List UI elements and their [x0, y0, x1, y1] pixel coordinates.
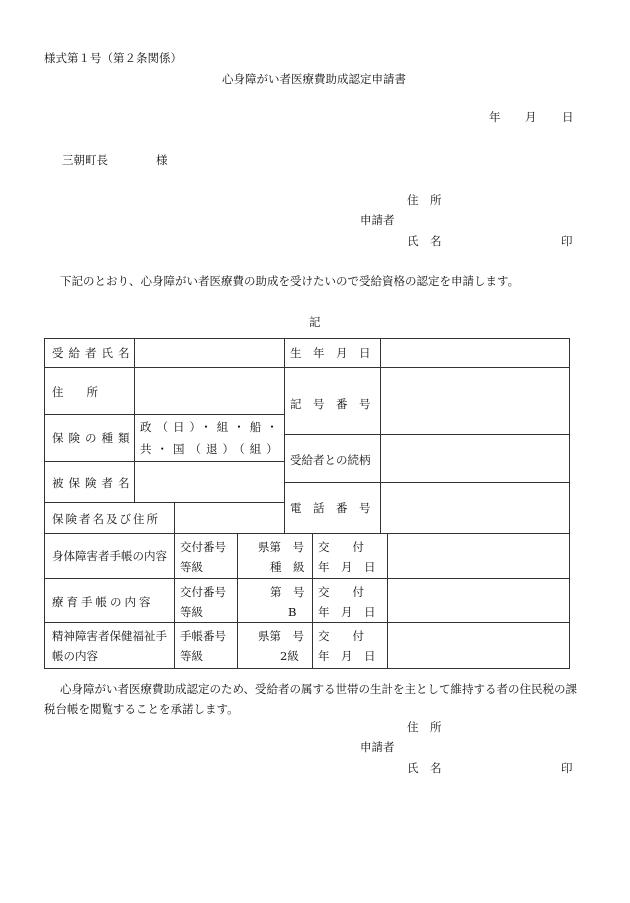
handbook-physical-grade-value: 種 級 [270, 560, 305, 574]
seal-mark: 印 [561, 234, 573, 248]
birthdate-label: 生 年 月 日 [290, 346, 371, 360]
handbook-physical-issue-label: 交 付 [318, 540, 364, 554]
handbook-mental-name-line1: 精神障害者保健福祉手 [52, 629, 167, 643]
handbook-physical-name: 身体障害者手帳の内容 [52, 549, 167, 563]
consent-applicant-label: 申請者 [360, 740, 395, 754]
handbook-mental-issue-date: 年 月 日 [318, 649, 376, 663]
handbook-physical-issue-date: 年 月 日 [318, 560, 376, 574]
handbook-mental-grade-label: 等級 [180, 649, 203, 663]
relation-label: 受給者との続柄 [290, 453, 371, 467]
handbook-physical-no-label: 交付番号 [180, 540, 226, 554]
handbook-mental-no-value: 県第 号 [258, 629, 304, 643]
handbook-rehab-issue-label: 交 付 [318, 585, 364, 599]
applicant-name-label: 氏 名 [407, 234, 442, 248]
handbook-mental-no-label: 手帳番号 [180, 629, 226, 643]
applicant-address-label: 住 所 [407, 193, 442, 207]
handbook-rehab-issue-date: 年 月 日 [318, 605, 376, 619]
address-label: 住 所 [52, 385, 98, 399]
insurer-label: 保険者名及び住所 [52, 512, 160, 526]
form-number: 様式第１号（第２条関係） [44, 51, 182, 65]
insured-name-label: 被保険者名 [52, 476, 135, 490]
date-day: 日 [562, 110, 574, 124]
handbook-mental-name-line2: 帳の内容 [52, 649, 98, 663]
recipient-name-label: 受給者氏名 [52, 346, 135, 360]
phone-label: 電 話 番 号 [290, 501, 371, 515]
symbol-number-label: 記 号 番 号 [290, 397, 371, 411]
insurance-options-line1: 政（日）・組・船・ [140, 420, 283, 434]
handbook-mental-grade-value: 2級 [280, 649, 299, 663]
handbook-mental-issue-label: 交 付 [318, 629, 364, 643]
document-title: 心身障がい者医療費助成認定申請書 [222, 72, 406, 86]
consent-address-label: 住 所 [407, 720, 442, 734]
date-month: 月 [525, 110, 537, 124]
consent-seal-mark: 印 [561, 761, 573, 775]
ki-heading: 記 [309, 315, 321, 329]
handbook-rehab-no-label: 交付番号 [180, 585, 226, 599]
consent-line1: 心身障がい者医療費助成認定のため、受給者の属する世帯の生計を主として維持する者の住民税の課 [60, 682, 578, 696]
handbook-rehab-grade-label: 等級 [180, 605, 203, 619]
insurance-type-label: 保険の種類 [52, 431, 135, 445]
intro-text: 下記のとおり、心身障がい者医療費の助成を受けたいので受給資格の認定を申請します。 [60, 274, 520, 288]
insurance-options-line2: 共・国（退）（組） [140, 442, 283, 456]
handbook-rehab-name: 療育手帳の内容 [52, 595, 154, 609]
date-year: 年 [489, 110, 501, 124]
handbook-physical-grade-label: 等級 [180, 560, 203, 574]
consent-name-label: 氏 名 [407, 761, 442, 775]
addressee: 三朝町長 [62, 153, 108, 167]
applicant-label: 申請者 [360, 213, 395, 227]
consent-line2: 税台帳を閲覧することを承諾します。 [44, 702, 239, 716]
addressee-honorific: 様 [156, 153, 168, 167]
handbook-physical-no-value: 県第 号 [258, 540, 304, 554]
handbook-rehab-grade-value: B [288, 605, 297, 619]
handbook-rehab-no-value: 第 号 [270, 585, 305, 599]
